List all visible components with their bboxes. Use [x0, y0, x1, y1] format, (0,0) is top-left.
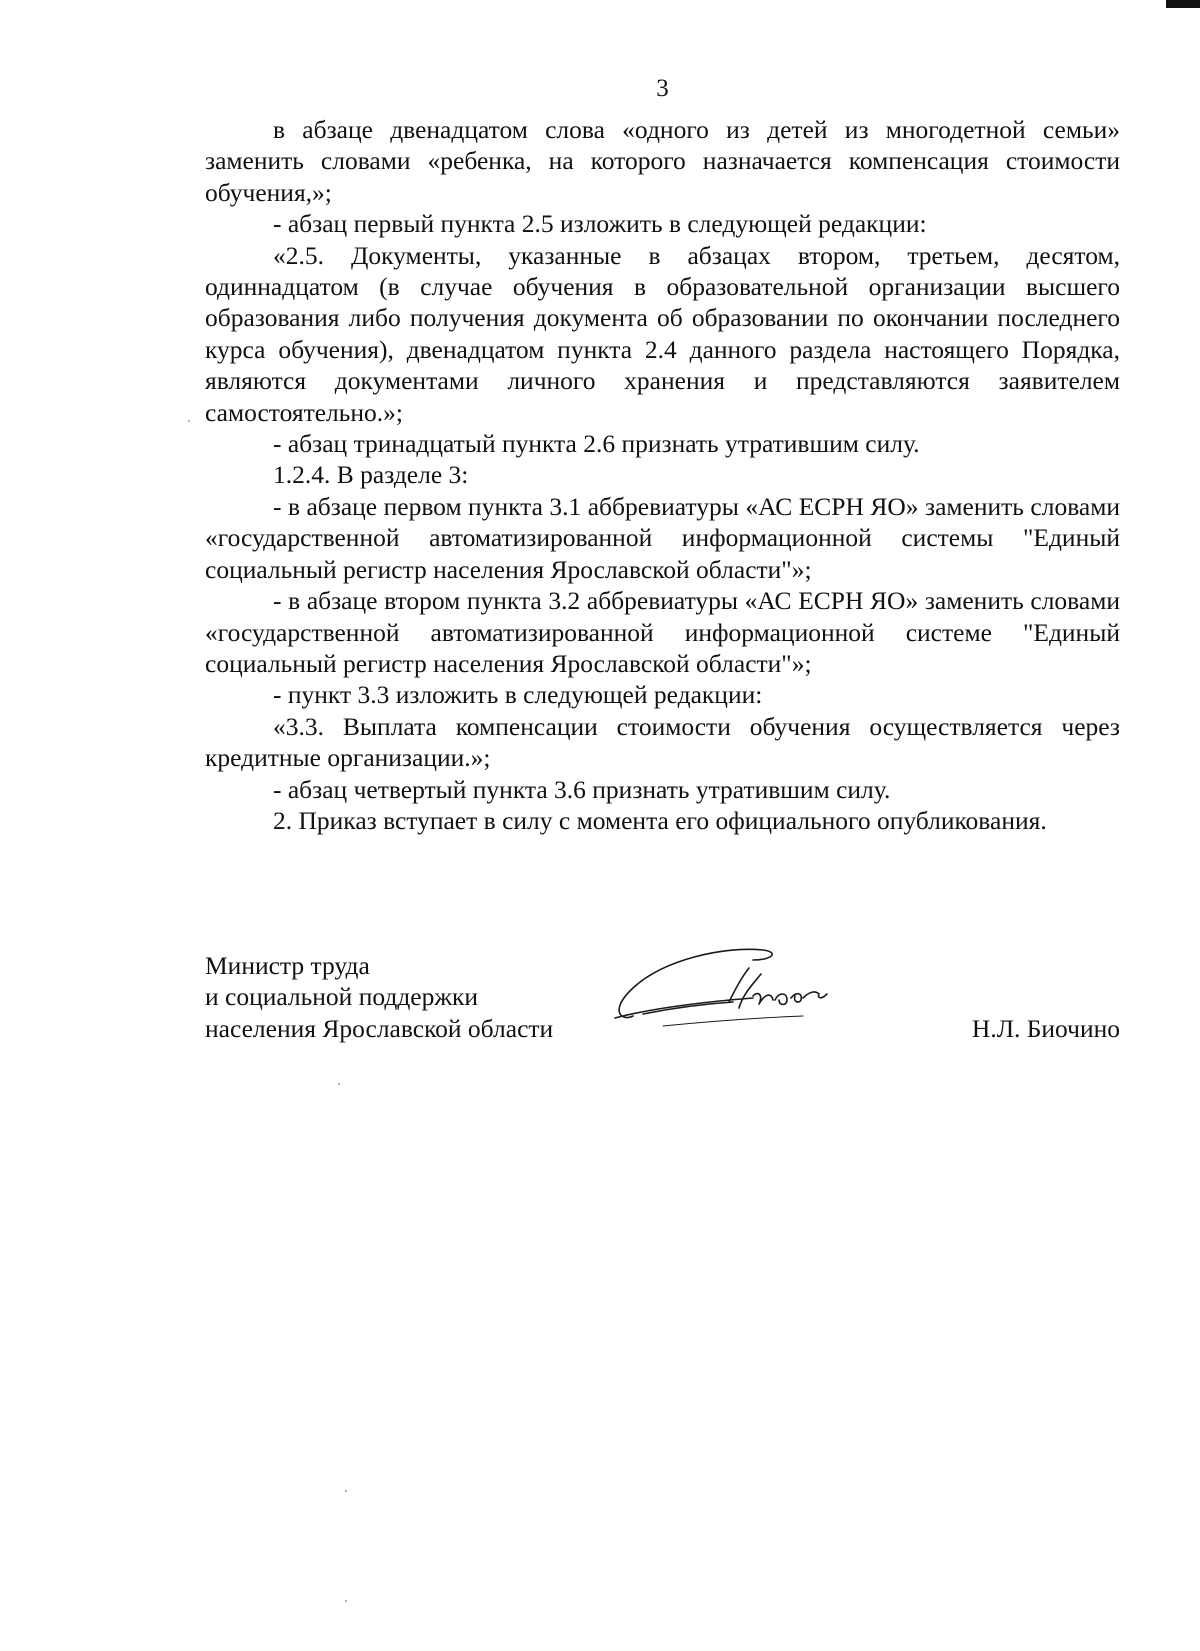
- signature-block: [205, 950, 1120, 1070]
- paragraph: «3.3. Выплата компенсации стоимости обучения осуществляется через кредитные организации.»;: [205, 711, 1120, 773]
- section-heading: 1.2.4. В разделе 3:: [273, 460, 469, 490]
- paragraph: - пункт 3.3 изложить в следующей редакции:: [273, 680, 763, 710]
- paragraph: - абзац тринадцатый пункта 2.6 признать утратившим силу.: [273, 429, 920, 459]
- scan-edge-mark: [1166, 0, 1200, 8]
- handwritten-signature: [603, 938, 863, 1038]
- paragraph: - абзац первый пункта 2.5 изложить в следующей редакции:: [273, 209, 927, 239]
- signatory-name: Н.Л. Биочино: [971, 1013, 1120, 1043]
- paragraph: в абзаце двенадцатом слова «одного из детей из многодетной семьи» заменить словами «ребенка, на которого назначается компенсация стоимости обучения,»;: [205, 115, 1120, 207]
- paragraph: - в абзаце первом пункта 3.1 аббревиатуры «АС ЕСРН ЯО» заменить словами «государственной автоматизированной информационной системы "Единый социальный регистр населения Ярославской области"»;: [205, 491, 1120, 584]
- signatory-title-line: населения Ярославской области: [205, 1013, 554, 1043]
- signatory-title-line: и социальной поддержки: [205, 982, 479, 1012]
- document-body: [205, 114, 1120, 836]
- paragraph: - абзац четвертый пункта 3.6 признать утратившим силу.: [273, 774, 891, 804]
- scan-speck: [338, 1083, 340, 1085]
- page-number: 3: [656, 75, 669, 102]
- signatory-title-line: Министр труда: [205, 951, 370, 980]
- scan-speck: [345, 1490, 347, 1492]
- signatory-title: [205, 950, 553, 1044]
- scan-speck: [188, 420, 190, 422]
- paragraph: - в абзаце втором пункта 3.2 аббревиатуры «АС ЕСРН ЯО» заменить словами «государственной автоматизированной информационной системе "Единый социальный регистр населения Ярославской области"»;: [205, 586, 1120, 678]
- paragraph: 2. Приказ вступает в силу с момента его официального опубликования.: [273, 805, 1047, 835]
- scan-speck: [345, 1600, 347, 1602]
- paragraph: «2.5. Документы, указанные в абзацах втором, третьем, десятом, одиннадцатом (в случае обучения в образовательной организации высшего образования либо получения документа об образовании по окончании последнего курса обучения), двенадцатом пункта 2.4 данного раздела настоящего Порядка, являются документами личного хранения и представляются заявителем самостоятельно.»;: [205, 240, 1120, 427]
